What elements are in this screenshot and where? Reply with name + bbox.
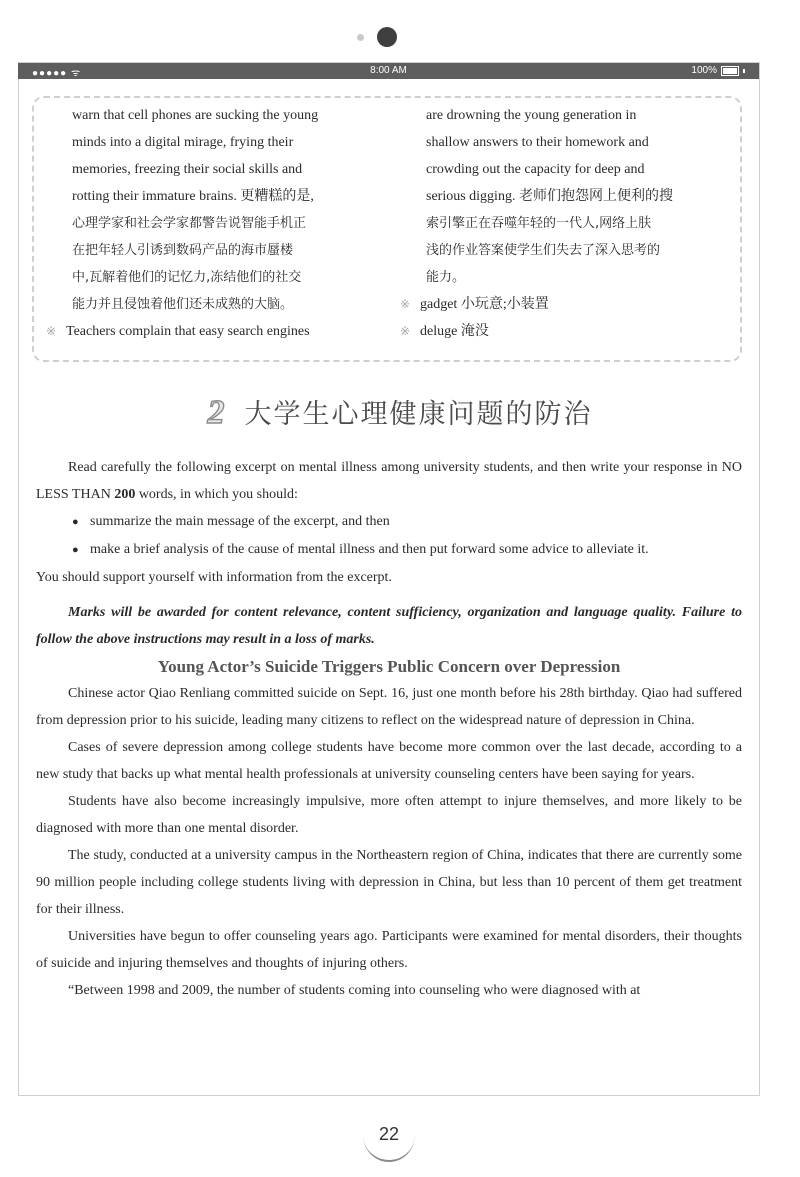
word-count: 200 [114,487,136,502]
article-paragraph: Chinese actor Qiao Renliang committed suicide on Sept. 16, just one month before his 28th birthday. Qiao had suffered from depression prior to his suicide, leading many citizens to reflect on the widespread nature of depression in China. [36,686,742,728]
status-time: 8:00 AM [370,65,407,76]
note-line: minds into a digital mirage, frying their [72,135,294,150]
marks-note: Marks will be awarded for content relevance, content sufficiency, organization and language quality. Failure to follow the above instructions may result in a loss of marks. [36,605,742,647]
status-bar [18,63,759,79]
note-line: serious digging. 老师们抱怨网上便利的搜 [426,189,673,204]
vocab-text: gadget 小玩意;小装置 [420,297,549,312]
note-line: 能力。 [426,270,466,285]
note-column-right [400,102,726,345]
battery-indicator [691,65,745,76]
note-marked-line [46,318,376,345]
reference-mark-icon: ※ [400,297,411,311]
section-number: 2 [207,394,227,431]
page-number: 22 [363,1108,415,1162]
signal-icon: ●●●●● ᯤ [32,68,82,79]
battery-percent: 100% [691,65,717,76]
vocab-item [400,318,726,345]
article-paragraph: Students have also become increasingly impulsive, more often attempt to injure themselves, and more likely to be diagnosed with more than one mental disorder. [36,794,742,836]
note-line: 心理学家和社会学家都警告说智能手机正 [72,216,307,231]
bullet-text: make a brief analysis of the cause of mental illness and then put forward some advice to alleviate it. [90,542,649,557]
page-indicator-dot-active [377,27,397,47]
instruction-bullet [36,508,742,536]
article-title: Young Actor’s Suicide Triggers Public Concern over Depression [157,657,621,676]
bullet-text: summarize the main message of the excerpt, and then [90,514,390,529]
bullet-icon: ● [72,516,79,528]
article-paragraph: Cases of severe depression among college students have become more common over the last decade, according to a new study that backs up what mental health professionals at university counseling centers have been saying for years. [36,740,742,782]
note-line: memories, freezing their social skills and [72,162,303,177]
page-indicator-dot [357,34,364,41]
article-paragraph: The study, conducted at a university campus in the Northeastern region of China, indicates that there are currently some 90 million people including college students living with depression in China, but less than 10 percent of them get treatment for their illness. [36,848,742,917]
note-line: 浅的作业答案使学生们失去了深入思考的 [426,243,661,258]
section-heading [0,392,800,432]
intro-text: Read carefully the following excerpt on mental illness among university students, and then write your response in NO LESS THAN [36,460,742,502]
article-paragraph: “Between 1998 and 2009, the number of students coming into counseling who were diagnosed with at [68,983,641,998]
bullet-icon: ● [72,544,79,556]
reference-mark-icon: ※ [400,324,411,338]
note-line: 中,瓦解着他们的记忆力,冻结他们的社交 [72,270,302,285]
note-line [46,183,376,210]
note-line: shallow answers to their homework and [426,135,649,150]
note-line: 索引擎正在吞噬年轻的一代人,网络上肤 [426,216,652,231]
instruction-support: You should support yourself with information from the excerpt. [36,570,392,585]
note-line: 在把年轻人引诱到数码产品的海市蜃楼 [72,243,294,258]
reference-mark-icon: ※ [46,324,57,338]
note-line: 能力并且侵蚀着他们还未成熟的大脑。 [72,297,294,312]
instruction-intro [36,454,742,508]
vocab-item [400,291,726,318]
note-line: crowding out the capacity for deep and [426,162,645,177]
question-body [36,454,742,1004]
battery-cap [743,69,745,73]
section-title-text: 大学生心理健康问题的防治 [244,399,593,430]
note-line-text: rotting their immature brains. 更糟糕的是, [72,189,314,204]
intro-text-end: words, in which you should: [135,487,298,502]
note-line: warn that cell phones are sucking the young [72,108,319,123]
note-column-left [46,102,376,345]
note-line: are drowning the young generation in [426,108,637,123]
note-line-text: Teachers complain that easy search engines [66,324,310,339]
article-paragraph: Universities have begun to offer counseling years ago. Participants were examined for mental disorders, their thoughts of suicide and injuring themselves and thoughts of injuring others. [36,929,742,971]
instruction-bullet [36,536,742,564]
battery-icon [721,66,739,76]
vocab-text: deluge 淹没 [420,324,489,339]
